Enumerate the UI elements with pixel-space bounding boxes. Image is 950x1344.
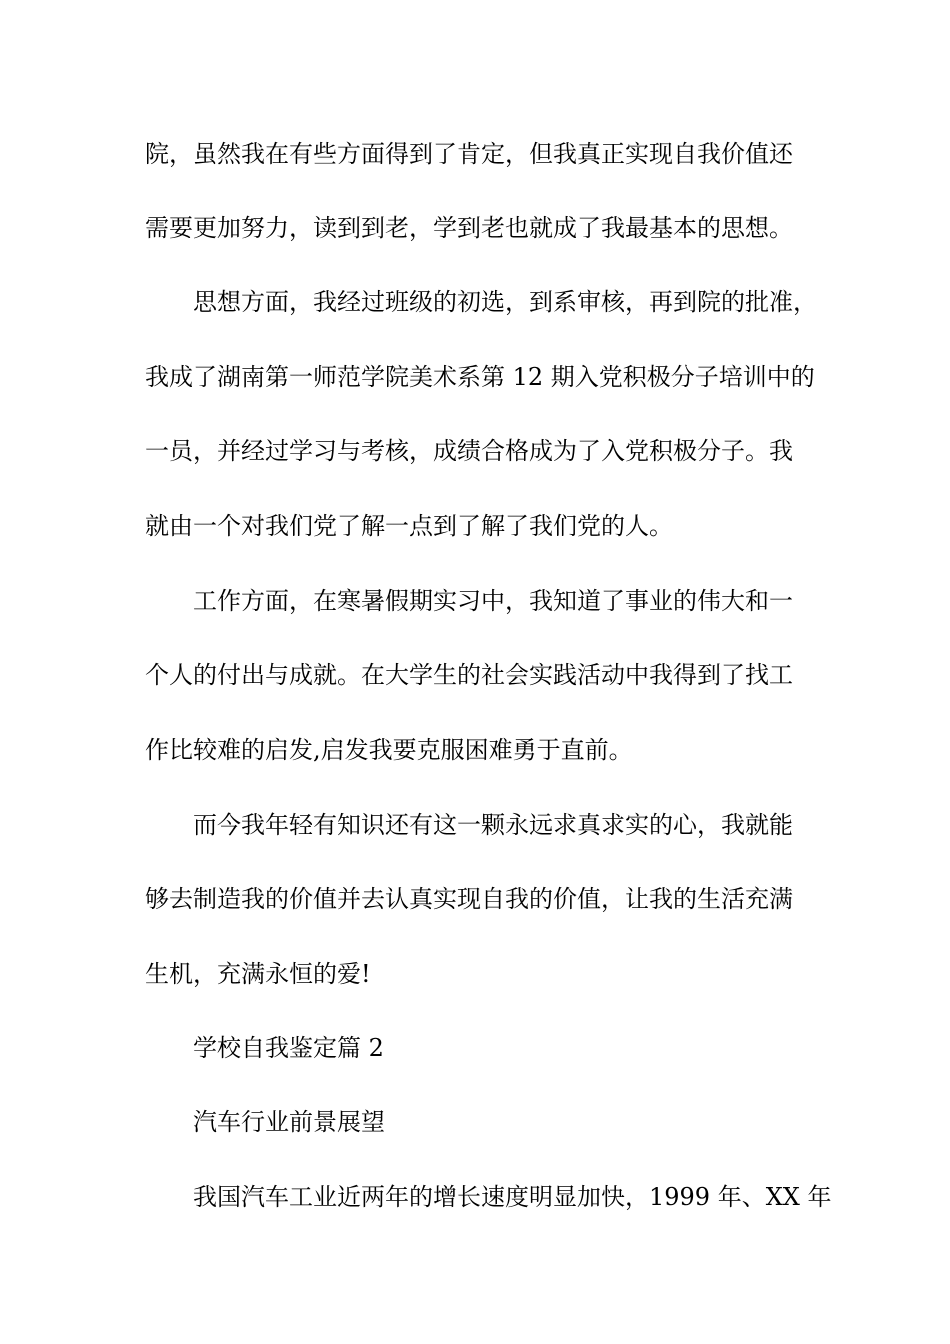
paragraph-line: 而今我年轻有知识还有这一颗永远求真求实的心，我就能 — [193, 811, 793, 839]
paragraph-line: 我成了湖南第一师范学院美术系第 12 期入党积极分子培训中的 — [145, 363, 815, 391]
paragraph-line: 个人的付出与成就。在大学生的社会实践活动中我得到了找工 — [145, 661, 793, 689]
section-subheading: 汽车行业前景展望 — [193, 1108, 385, 1136]
paragraph-line: 思想方面，我经过班级的初选，到系审核，再到院的批准， — [193, 288, 817, 316]
paragraph-line: 需要更加努力，读到到老，学到老也就成了我最基本的思想。 — [145, 214, 793, 242]
paragraph-line: 生机，充满永恒的爱! — [145, 960, 371, 988]
paragraph-line: 够去制造我的价值并去认真实现自我的价值，让我的生活充满 — [145, 885, 793, 913]
paragraph-line: 作比较难的启发,启发我要克服困难勇于直前。 — [145, 736, 633, 764]
paragraph-line: 一员，并经过学习与考核，成绩合格成为了入党积极分子。我 — [145, 437, 793, 465]
paragraph-line: 工作方面，在寒暑假期实习中，我知道了事业的伟大和一 — [193, 587, 793, 615]
paragraph-line: 就由一个对我们党了解一点到了解了我们党的人。 — [145, 512, 673, 540]
paragraph-line: 院，虽然我在有些方面得到了肯定，但我真正实现自我价值还 — [145, 140, 793, 168]
section-heading: 学校自我鉴定篇 2 — [193, 1034, 384, 1062]
paragraph-line: 我国汽车工业近两年的增长速度明显加快，1999 年、XX 年 — [193, 1183, 832, 1211]
